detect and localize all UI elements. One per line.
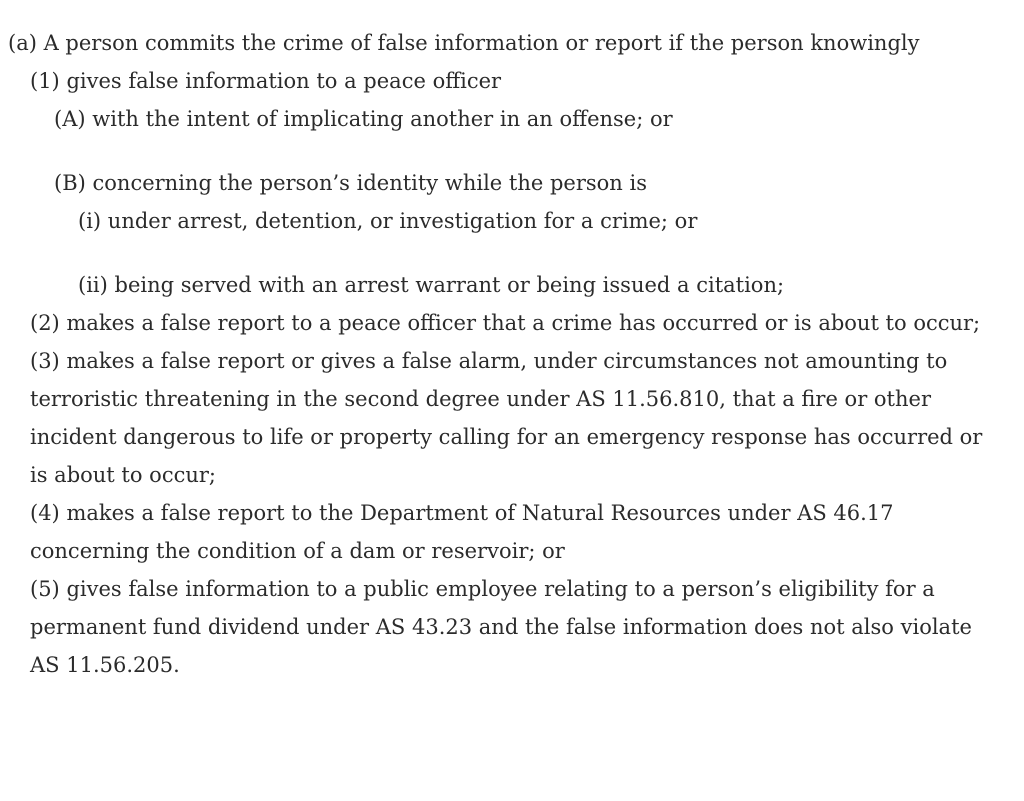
clause-1-B-i-marker: (i) xyxy=(78,209,102,233)
clause-a-text: A person commits the crime of false information or report if the person knowingly xyxy=(43,31,920,55)
clause-1-B-text: concerning the person’s identity while the person is xyxy=(92,171,647,195)
clause-2 xyxy=(8,304,1004,342)
clause-5-marker: (5) xyxy=(30,577,60,601)
clause-4-marker: (4) xyxy=(30,501,60,525)
clause-5-text: gives false information to a public employee relating to a person’s eligibility for a permanent fund dividend under AS 43.23 and the false information does not also violate AS 11.56.205. xyxy=(30,577,972,677)
clause-5 xyxy=(8,570,1004,684)
clause-1-B-ii-text: being served with an arrest warrant or being issued a citation; xyxy=(114,273,785,297)
clause-4 xyxy=(8,494,1004,570)
clause-1-A-text: with the intent of implicating another in an offense; or xyxy=(92,107,673,131)
clause-4-text: makes a false report to the Department of Natural Resources under AS 46.17 concerning the condition of a dam or reservoir; or xyxy=(30,501,894,563)
clause-1 xyxy=(8,62,1004,100)
clause-2-marker: (2) xyxy=(30,311,60,335)
clause-1-B-ii xyxy=(8,266,1004,304)
clause-1-B xyxy=(8,164,1004,202)
clause-3-marker: (3) xyxy=(30,349,60,373)
clause-1-B-i-text: under arrest, detention, or investigation for a crime; or xyxy=(107,209,698,233)
clause-a xyxy=(8,24,1004,62)
clause-a-marker: (a) xyxy=(8,31,37,55)
clause-1-text: gives false information to a peace officer xyxy=(66,69,502,93)
clause-1-B-ii-marker: (ii) xyxy=(78,273,108,297)
clause-3-text: makes a false report or gives a false alarm, under circumstances not amounting to terroristic threatening in the second degree under AS 11.56.810, that a fire or other incident dangerous to life or property calling for an emergency response has occurred or is about to occur; xyxy=(30,349,983,487)
clause-2-text: makes a false report to a peace officer that a crime has occurred or is about to occur; xyxy=(66,311,981,335)
clause-1-A-marker: (A) xyxy=(54,107,86,131)
clause-3 xyxy=(8,342,1004,494)
clause-1-marker: (1) xyxy=(30,69,60,93)
clause-1-A xyxy=(8,100,1004,138)
clause-1-B-i xyxy=(8,202,1004,240)
clause-1-B-marker: (B) xyxy=(54,171,86,195)
